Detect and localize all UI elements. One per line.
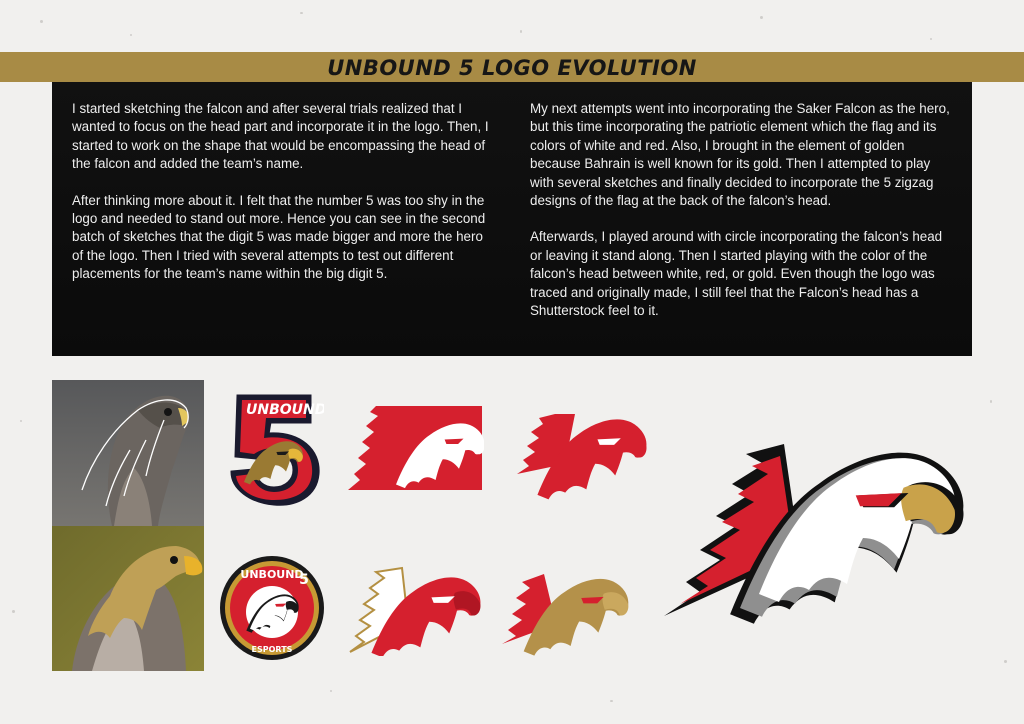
description-left-column	[72, 100, 496, 302]
falcon-square-logo	[346, 404, 484, 492]
falcon-photo-outline	[52, 380, 204, 526]
paragraph: Afterwards, I played around with circle incorporating the falcon’s head or leaving it stand along. Then I started playing with the color of the falcon’s head between white, red, or gold. Even though the logo was traced and originally made, I still feel that the Falcon’s head has a Shutterstock feel to it.	[530, 229, 943, 319]
description-right-column	[530, 100, 954, 338]
unbound-5-badge-logo	[224, 392, 324, 508]
description-panel	[52, 82, 972, 356]
red-falcon-zigzag-logo	[346, 562, 486, 656]
badge-word: UNBOUND	[240, 568, 304, 581]
gold-falcon-zigzag-logo	[500, 564, 634, 658]
unbound-esports-round-logo	[218, 554, 326, 662]
badge-digit: 5	[299, 572, 309, 588]
badge-word: UNBOUND	[246, 402, 324, 418]
red-falcon-logo	[515, 404, 649, 500]
paragraph: I started sketching the falcon and after several trials realized that I wanted to focus on the head part and incorporate it in the logo. Then, I started to work on the shape that would be encompassing the head of the falcon and added the team’s name.	[72, 101, 489, 172]
final-falcon-logo	[660, 424, 970, 630]
paragraph: After thinking more about it. I felt that the number 5 was too shy in the logo and needed to stand out more. Hence you can see in the second batch of sketches that the digit 5 was made bigger and more the hero of the logo. Then I tried with several attempts to test out different placements for the team’s name within the big digit 5.	[72, 192, 486, 282]
paragraph: My next attempts went into incorporating the Saker Falcon as the hero, but this time incorporating the patriotic element which the flag and its colors of white and red. Also, I brought in the element of golden because Bahrain is well known for its gold. Then I attempted to play with several sketches and finally decided to incorporate the 5 zigzag designs of the flag at the back of the falcon’s head.	[530, 101, 950, 209]
falcon-photo-gold	[52, 526, 204, 671]
badge-subtitle: ESPORTS	[251, 645, 293, 654]
page-title: UNBOUND 5 LOGO EVOLUTION	[327, 56, 697, 80]
